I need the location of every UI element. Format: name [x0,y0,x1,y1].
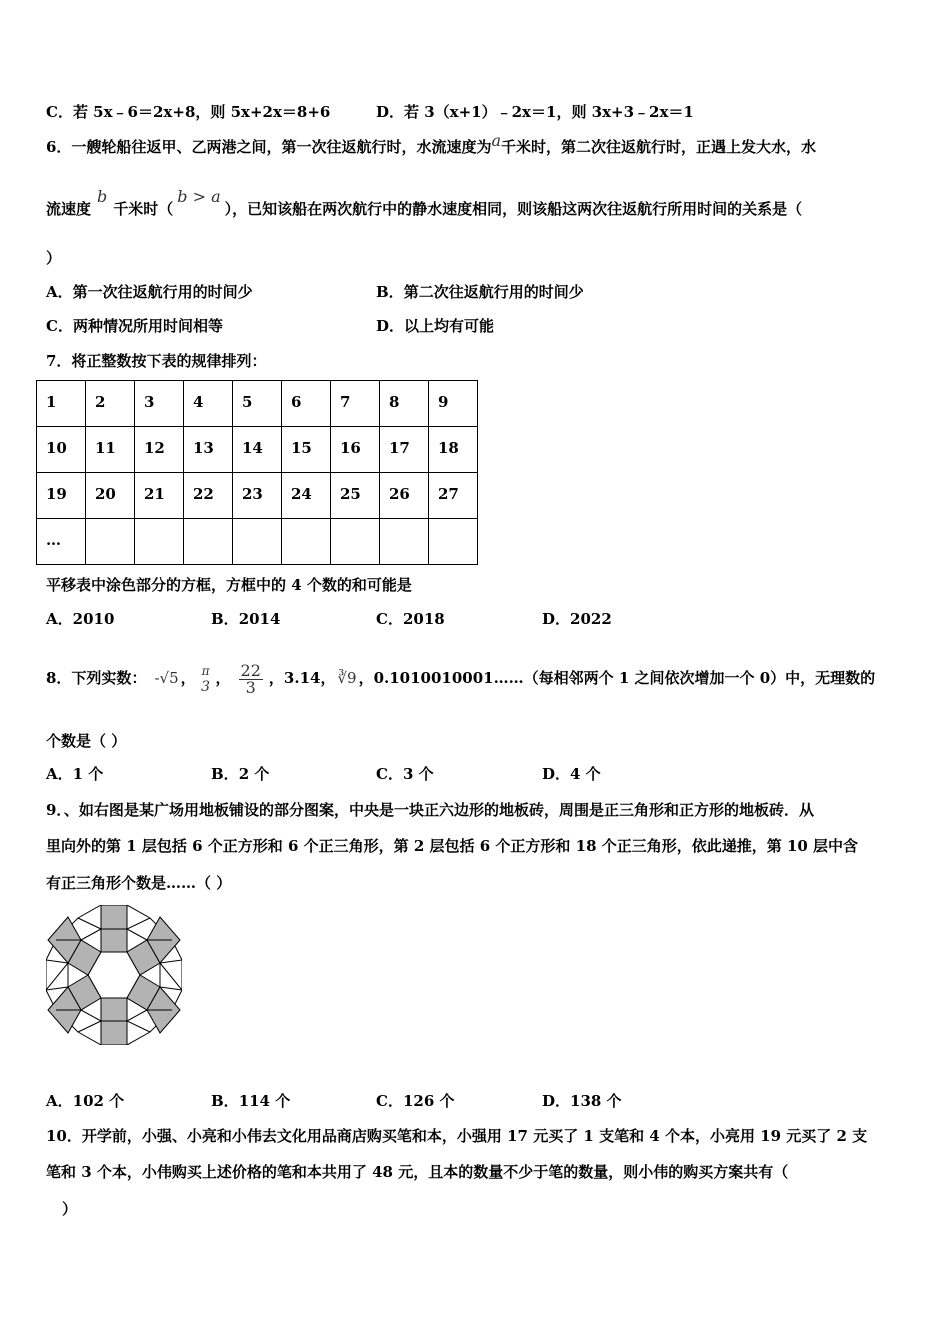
comma: ， [268,669,284,687]
table-cell [331,427,380,473]
q8-option-a [46,764,103,784]
table-cell [184,519,233,565]
cell-value: 11 [95,439,116,457]
frac-denominator: 3 [245,677,256,697]
table-cell [184,427,233,473]
option-text: 第二次往返航行用的时间少 [403,283,584,301]
table-cell [37,473,86,519]
q8-option-c [376,764,434,784]
cell-value: 4 [193,393,204,411]
cell-value: 14 [242,439,263,457]
option-label: A． [46,610,73,628]
table-cell [135,427,184,473]
table-cell [331,381,380,427]
q9-option-a [46,1091,124,1111]
cell-value: 20 [95,485,116,503]
square-tile [101,905,127,929]
table-cell [429,427,478,473]
q9-stem-line3: 有正三角形个数是……（ ） [46,874,232,892]
table-cell [37,519,86,565]
table-cell [86,473,135,519]
option-text: 114 个 [238,1092,291,1110]
q6-text: 流速度 [46,200,92,218]
cell-value: 1 [46,393,57,411]
q8-stem-line2: 个数是（ ） [46,732,127,750]
option-label: C． [376,610,403,628]
q7-after-text: 平移表中涂色部分的方框，方框中的 4 个数的和可能是 [46,576,412,594]
option-label: B． [211,765,239,783]
fraction-22-over-3 [239,660,263,697]
cell-value: 5 [242,393,253,411]
option-text: 若 3（x+1）﹣2x＝1，则 3x+3﹣2x＝1 [404,103,694,121]
q10-stem-line1: 10．开学前，小强、小亮和小伟去文化用品商店购买笔和本，小强用 17 元买了 1 支笔和 4 个本，小亮用 19 元买了 2 支 [46,1127,868,1145]
option-text: 2010 [72,610,115,628]
q6-option-c [46,316,223,336]
cell-value: 27 [438,485,459,503]
cell-value: 7 [340,393,351,411]
cell-value: 8 [389,393,400,411]
option-text: 以上均有可能 [404,317,495,335]
option-text: 两种情况所用时间相等 [72,317,223,335]
cell-value: … [46,531,61,549]
fraction-pi-over-3 [200,663,212,695]
table-cell [184,473,233,519]
q5-option-d [376,102,694,122]
option-text: 2022 [570,610,612,628]
q8-text: ，0.1010010001……（每相邻两个 1 之间依次增加一个 0）中，无理数的 [358,669,876,687]
option-label: D． [376,103,405,121]
square-tile [101,929,127,952]
cell-value: 22 [193,485,214,503]
cell-value: 25 [340,485,361,503]
cell-value: 18 [438,439,459,457]
table-cell [282,473,331,519]
q6-stem-line1 [46,131,817,157]
option-text: 126 个 [402,1092,455,1110]
option-label: C． [46,317,73,335]
q6-text: 千米时（ [113,200,174,218]
q6-text: ），已知该船在两次航行中的静水速度相同，则该船这两次往返航行所用时间的关系是（ [224,200,803,218]
cell-value: 15 [291,439,312,457]
q9-option-d [542,1091,622,1111]
cell-value: 6 [291,393,302,411]
option-label: D． [542,1092,571,1110]
table-row [37,427,478,473]
table-cell [331,473,380,519]
q8-option-d [542,764,601,784]
q8-option-b [211,764,269,784]
table-row [37,473,478,519]
option-label: C． [376,1092,403,1110]
frac-denominator: 3 [201,679,211,695]
variable-a: a [491,131,501,150]
option-text: 2018 [402,610,445,628]
table-cell [86,519,135,565]
square-tile [101,1021,127,1045]
option-label: B． [211,610,239,628]
cell-value: 26 [389,485,410,503]
table-cell [233,381,282,427]
cell-value: 12 [144,439,165,457]
cell-value: 2 [95,393,106,411]
q9-stem-line1: 9．、如右图是某广场用地板铺设的部分图案，中央是一块正六边形的地板砖，周围是正三角形和正方形的地板砖．从 [46,801,814,819]
option-text: 3 个 [402,765,434,783]
table-cell [380,381,429,427]
q6-text: 6．一艘轮船往返甲、乙两港之间，第一次往返航行时，水流速度为 [46,138,492,156]
cell-value: 24 [291,485,312,503]
q6-option-d [376,316,494,336]
table-cell [86,427,135,473]
option-text: 若 5x﹣6＝2x+8，则 5x+2x＝8+6 [72,103,331,121]
option-text: 138 个 [570,1092,622,1110]
cell-value: 13 [193,439,214,457]
table-cell [429,473,478,519]
cell-value: 23 [242,485,263,503]
table-cell [135,519,184,565]
table-cell [135,473,184,519]
q6-option-b [376,282,584,302]
q6-option-a [46,282,253,302]
number-table [36,380,478,565]
option-text: 1 个 [72,765,104,783]
q9-option-b [211,1091,290,1111]
option-text: 102 个 [72,1092,125,1110]
cell-value: 3 [144,393,155,411]
table-cell [37,381,86,427]
cell-value: 21 [144,485,165,503]
q7-option-a [46,609,114,629]
option-label: D． [542,610,571,628]
table-cell [282,381,331,427]
cell-value: 10 [46,439,67,457]
option-text: 第一次往返航行用的时间少 [72,283,253,301]
option-label: B． [376,283,404,301]
cell-value: 19 [46,485,67,503]
table-cell [429,381,478,427]
table-cell [429,519,478,565]
option-label: C． [376,765,403,783]
table-cell [380,427,429,473]
tile-pattern-figure [46,905,182,1045]
table-cell [233,427,282,473]
comma: ， [180,669,196,687]
q8-stem-line1 [46,660,875,696]
q6-stem-line3: ） [46,249,62,267]
option-label: D． [376,317,405,335]
option-label: C． [46,103,73,121]
table-cell [37,427,86,473]
option-label: B． [211,1092,239,1110]
square-tile [101,998,127,1021]
table-cell [86,381,135,427]
q9-option-c [376,1091,455,1111]
table-cell [380,519,429,565]
frac-numerator: π [201,664,210,678]
neg-sqrt5: -√5 [154,669,179,687]
option-label: A． [46,765,73,783]
q9-stem-line2: 里向外的第 1 层包括 6 个正方形和 6 个正三角形，第 2 层包括 6 个正方形和 18 个正三角形，依此递推，第 10 层中含 [46,837,859,855]
condition-b-gt-a: b > a [177,187,221,206]
table-cell [184,381,233,427]
table-cell [233,473,282,519]
q10-stem-line3: ） [62,1200,78,1218]
comma: ， [215,669,231,687]
option-label: A． [46,1092,73,1110]
cell-value: 9 [438,393,449,411]
table-cell [380,473,429,519]
q6-stem-line2 [46,187,803,219]
option-text: 2 个 [238,765,270,783]
table-cell [282,427,331,473]
table-row [37,519,478,565]
q7-stem: 7．将正整数按下表的规律排列： [46,352,267,370]
table-cell [331,519,380,565]
q10-stem-line2: 笔和 3 个本，小伟购买上述价格的笔和本共用了 48 元，且本的数量不少于笔的数量，则小伟的购买方案共有（ [46,1163,789,1181]
table-cell [282,519,331,565]
option-text: 4 个 [570,765,601,783]
option-text: 2014 [238,610,281,628]
option-label: D． [542,765,571,783]
q7-option-b [211,609,280,629]
q7-option-c [376,609,445,629]
cell-value: 17 [389,439,410,457]
q5-option-c [46,102,330,122]
table-row [37,381,478,427]
cube-root-9: ∛9 [337,669,357,687]
cell-value: 16 [340,439,361,457]
frac-numerator: 22 [240,660,261,680]
option-label: A． [46,283,73,301]
q6-text: 千米时，第二次往返航行时，正遇上发大水，水 [501,138,817,156]
q7-option-d [542,609,612,629]
q8-text: 8．下列实数： [46,669,147,687]
table-cell [233,519,282,565]
value-3-14: 3.14， [283,669,336,687]
variable-b: b [97,187,108,206]
table-cell [135,381,184,427]
